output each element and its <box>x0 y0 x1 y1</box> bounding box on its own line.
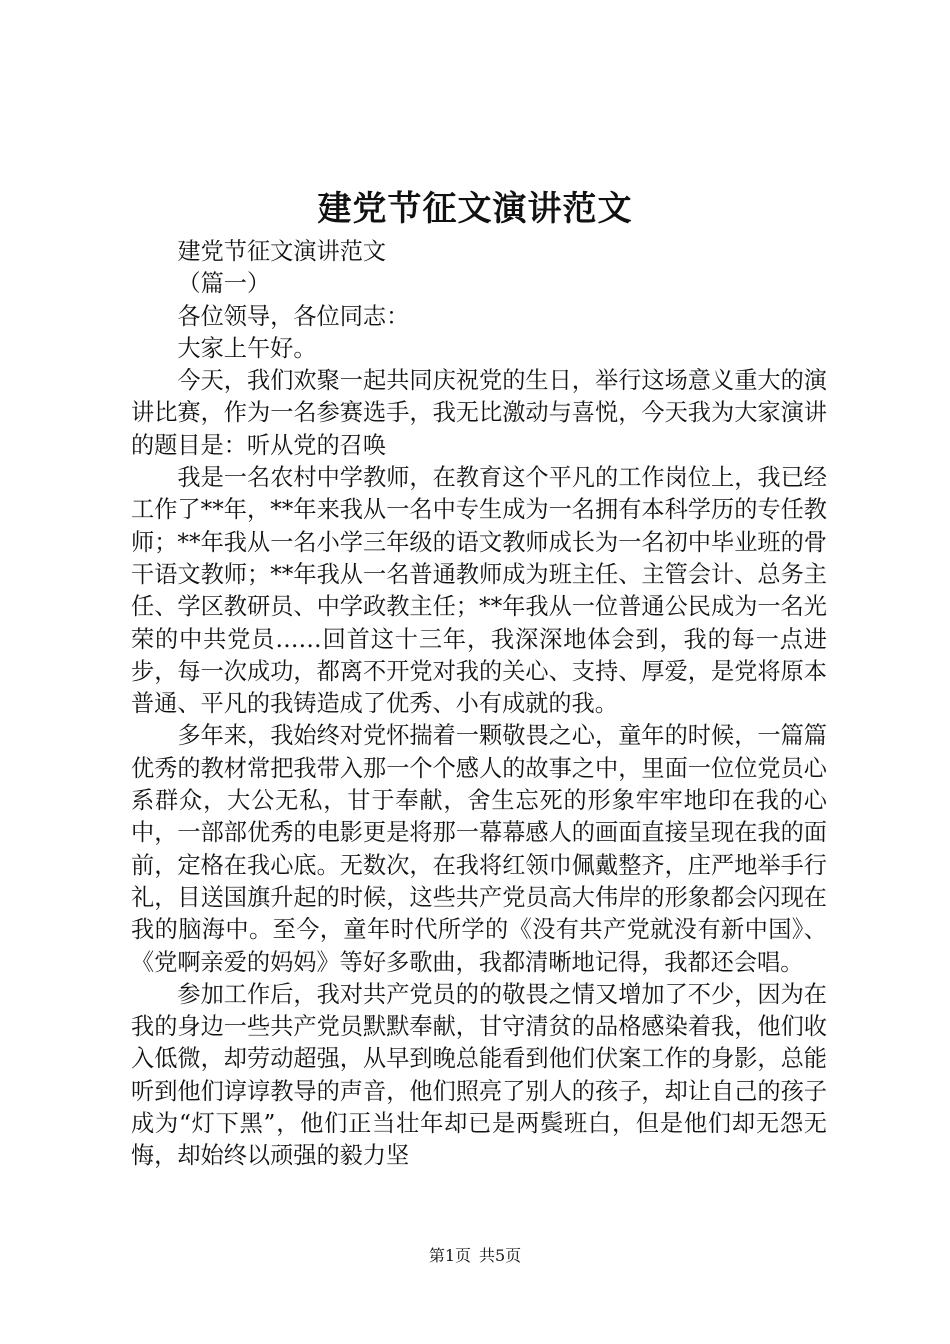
body-paragraph: 今天，我们欢聚一起共同庆祝党的生日，举行这场意义重大的演讲比赛，作为一名参赛选手，我无比激动与喜悦，今天我为大家演讲的题目是：听从党的召唤 <box>131 367 827 459</box>
salutation-paragraph: 各位领导，各位同志： <box>177 302 410 330</box>
body-paragraph: 我是一名农村中学教师，在教育这个平凡的工作岗位上，我已经工作了**年，**年来我从一名中专生成为一名拥有本科学历的专任教师；**年我从一名小学三年级的语文教师成长为一名初中毕业班的骨干语文教师；**年我从一名普通教师成为班主任、主管会计、总务主任、学区教研员、中学政教主任；**年我从一位普通公民成为一名光荣的中共党员……回首这十三年，我深深地体会到，我的每一点进步，每一次成功，都离不开党对我的关心、支持、厚爱，是党将原本普通、平凡的我铸造成了优秀、小有成就的我。 <box>131 464 827 718</box>
body-paragraph: 参加工作后，我对共产党员的的敬畏之情又增加了不少，因为在我的身边一些共产党员默默奉献，甘守清贫的品格感染着我，他们收入低微，却劳动超强，从早到晚总能看到他们伏案工作的身影，总能听到他们谆谆教导的声音，他们照亮了别人的孩子，却让自己的孩子成为“灯下黑”，他们正当壮年却已是两鬓班白，但是他们却无怨无悔，却始终以顽强的毅力坚 <box>131 980 827 1170</box>
section-label: （篇一） <box>177 270 271 298</box>
page-total: 共5页 <box>479 1246 522 1265</box>
page-number: 第1页 <box>428 1246 471 1265</box>
page-footer <box>0 1245 950 1267</box>
document-body <box>131 236 827 1173</box>
subtitle-paragraph: 建党节征文演讲范文 <box>177 238 387 265</box>
body-paragraph: 多年来，我始终对党怀揣着一颗敬畏之心，童年的时候，一篇篇优秀的教材常把我带入那一个个感人的故事之中，里面一位位党员心系群众，大公无私，甘于奉献，舍生忘死的形象牢牢地印在我的心中，一部部优秀的电影更是将那一幕幕感人的画面直接呈现在我的面前，定格在我心底。无数次，在我将红领巾佩戴整齐，庄严地举手行礼，目送国旗升起的时候，这些共产党员高大伟岸的形象都会闪现在我的脑海中。至今，童年时代所学的《没有共产党就没有新中国》、《党啊亲爱的妈妈》等好多歌曲，我都清晰地记得，我都还会唱。 <box>131 722 827 976</box>
document-title: 建党节征文演讲范文 <box>317 189 633 229</box>
greeting-paragraph: 大家上午好。 <box>177 334 317 362</box>
